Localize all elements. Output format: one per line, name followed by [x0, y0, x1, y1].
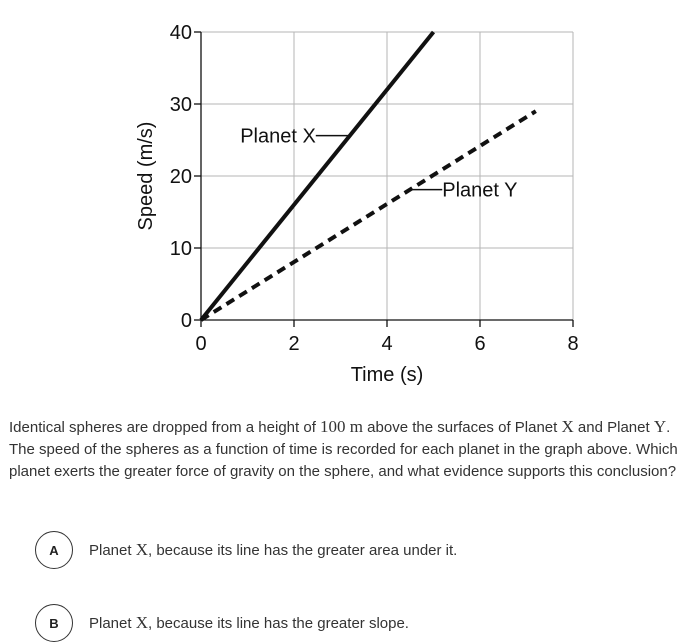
- x-axis-title: Time (s): [350, 364, 424, 386]
- y-tick-label-20: 20: [169, 166, 192, 188]
- y-tick-label-0: 0: [180, 310, 192, 332]
- y-tick-label-10: 10: [169, 238, 192, 260]
- option-b[interactable]: [35, 604, 409, 642]
- question-part-4: . The speed of the spheres as a function of time is recorded for each planet in the graph above. Which planet exerts the greater force of gravity on the sphere, and what evidence supports this conclusion?: [9, 419, 678, 480]
- y-tick-label-40: 40: [169, 22, 192, 44]
- x-tick-label-6: 6: [474, 333, 486, 355]
- y-axis-title: Speed (m/s): [135, 121, 157, 231]
- option-a-planet: X: [135, 540, 148, 559]
- option-a-prefix: Planet: [89, 542, 136, 559]
- option-b-suffix: , because its line has the greater slope.: [147, 615, 409, 632]
- x-tick-label-8: 8: [567, 333, 579, 355]
- question-part-1: Identical spheres are dropped from a height of: [9, 419, 321, 436]
- option-b-planet: X: [135, 613, 148, 632]
- question-height: 100 m: [320, 417, 364, 436]
- option-a[interactable]: [35, 531, 457, 569]
- x-tick-label-2: 2: [288, 333, 300, 355]
- question-part-3: and Planet: [573, 419, 654, 436]
- option-a-suffix: , because its line has the greater area under it.: [147, 542, 458, 559]
- question-planet-y: Y: [653, 417, 667, 436]
- planet-y-label: Planet Y: [442, 179, 518, 202]
- x-tick-label-4: 4: [381, 333, 393, 355]
- planet-x-label: Planet X: [240, 125, 316, 148]
- question-text: [9, 416, 691, 483]
- question-part-2: above the surfaces of Planet: [363, 419, 562, 436]
- y-tick-label-30: 30: [169, 94, 192, 116]
- option-b-letter[interactable]: B: [35, 604, 73, 642]
- chart-grid: [201, 32, 573, 320]
- x-tick-label-0: 0: [195, 333, 207, 355]
- option-a-text: [89, 540, 457, 560]
- option-b-prefix: Planet: [89, 615, 136, 632]
- option-b-text: [89, 613, 409, 633]
- option-a-letter[interactable]: A: [35, 531, 73, 569]
- question-planet-x: X: [561, 417, 574, 436]
